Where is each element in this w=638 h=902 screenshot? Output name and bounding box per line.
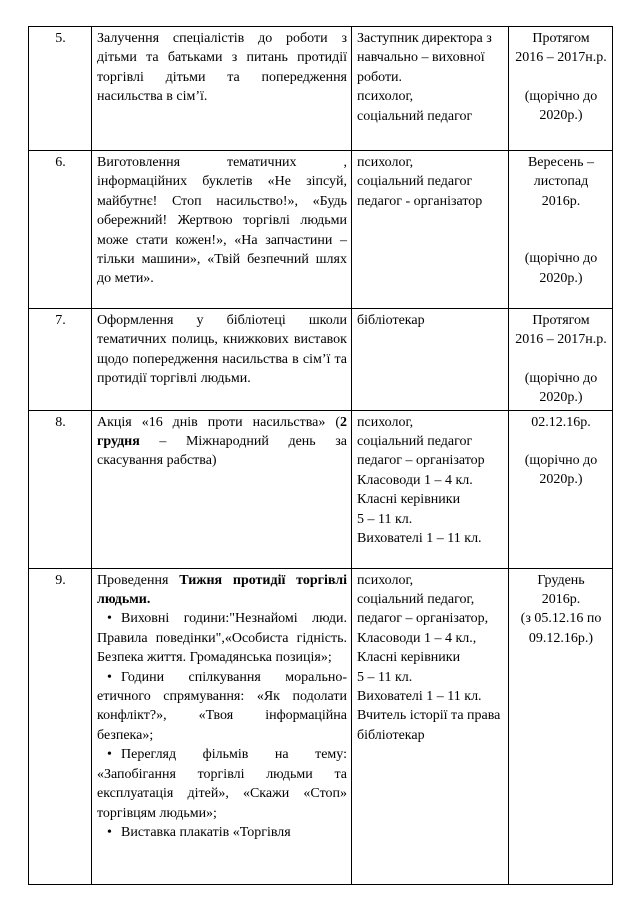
responsible-line: 5 – 11 кл. <box>357 669 413 685</box>
term-line: 2016р. <box>541 592 581 608</box>
row-number: 7. <box>29 309 92 411</box>
term-line: 2016р. <box>541 193 581 209</box>
bullet-icon: • <box>107 611 112 627</box>
term-cell <box>509 151 613 309</box>
activity-text: Виховні години:"Незнайомі люди. Правила поведінки",«Особиста гідність. Безпека життя. Громадянська позиція»; <box>97 611 347 666</box>
description-date-bold: 2 грудня <box>97 414 347 450</box>
term-line: (з 05.12.16 по <box>520 611 602 627</box>
term-line: 2020р.) <box>539 472 583 488</box>
list-item <box>97 745 347 823</box>
activities-list <box>97 609 347 842</box>
responsible-cell <box>352 568 509 884</box>
week-intro <box>97 571 347 610</box>
responsible-line: психолог, <box>357 89 414 105</box>
bullet-icon: • <box>107 747 112 763</box>
term-line: 02.12.16р. <box>531 414 591 430</box>
table-row <box>29 27 613 151</box>
list-item <box>97 668 347 746</box>
responsible-line: 5 – 11 кл. <box>357 511 413 527</box>
term-line: Протягом <box>532 31 590 46</box>
description-text: Акція «16 днів проти насильства» ( <box>97 414 340 430</box>
responsible-line: Класоводи 1 – 4 кл., <box>357 630 477 646</box>
responsible-cell <box>352 27 509 151</box>
responsible-cell <box>352 151 509 309</box>
activity-description: Виготовлення тематичних , інформаційних буклетів «Не зіпсуй, майбутнє! Стоп насильство!», «Будь обережний! Жертвою торгівлі людьми може стати кожен!», «На запчастини – тільки машини», «Твій безпечний шлях до мети». <box>92 151 352 309</box>
term-line: листопад <box>533 174 589 190</box>
term-line: (щорічно до <box>524 370 598 386</box>
activity-description: Оформлення у бібліотеці школи тематичних полиць, книжкових виставок щодо попередження насильства в сім’ї та протидії торгівлі людьми. <box>92 309 352 411</box>
responsible-line: педагог - організатор <box>357 193 483 209</box>
responsible-line: педагог – організатор, <box>357 611 489 627</box>
term-line: (щорічно до <box>524 453 598 469</box>
term-line: 2020р.) <box>539 390 583 406</box>
bullet-icon: • <box>107 824 112 840</box>
responsible-line: Класоводи 1 – 4 кл. <box>357 472 473 488</box>
activity-text: Виставка плакатів «Торгівля <box>121 824 291 840</box>
row-number: 6. <box>29 151 92 309</box>
activity-plan-table <box>28 26 613 885</box>
term-line: 2016 – 2017н.р. <box>515 332 607 348</box>
term-cell <box>509 27 613 151</box>
responsible-line: Вчитель історії та права <box>357 708 501 724</box>
responsible-line: психолог, <box>357 155 414 170</box>
responsible-cell <box>352 309 509 411</box>
responsible-cell <box>352 410 509 568</box>
table-row <box>29 568 613 884</box>
responsible-line: соціальний педагог <box>357 434 473 450</box>
list-item <box>97 823 347 842</box>
activity-text: Перегляд фільмів на тему: «Запобігання торгівлі людьми та експлуатація дітей», «Скажи «Стоп» торгівцям людьми»; <box>97 747 347 821</box>
responsible-line: психолог, <box>357 572 414 588</box>
table-row <box>29 410 613 568</box>
responsible-line: бібліотекар <box>357 727 425 743</box>
term-line: 2016 – 2017н.р. <box>515 50 607 66</box>
term-line: (щорічно до <box>524 88 598 104</box>
list-item <box>97 609 347 667</box>
responsible-line: Вихователі 1 – 11 кл. <box>357 689 482 705</box>
term-line: 09.12.16р.) <box>528 630 594 646</box>
activity-text: Години спілкування морально-етичного спрямування: «Як подолати конфлікт?», «Твоя інформаційна безпека»; <box>97 669 347 743</box>
activity-description <box>92 568 352 884</box>
responsible-line: Класні керівники <box>357 492 461 508</box>
responsible-line: соціальний педагог <box>357 108 473 124</box>
term-cell <box>509 568 613 884</box>
row-number: 5. <box>29 27 92 151</box>
table-row <box>29 151 613 309</box>
responsible-line: Заступник директора з навчально – виховної роботи. <box>357 31 492 85</box>
term-line: 2020р.) <box>539 270 583 286</box>
responsible-line: психолог, <box>357 414 414 430</box>
term-cell <box>509 410 613 568</box>
row-number: 9. <box>29 568 92 884</box>
row-number: 8. <box>29 410 92 568</box>
responsible-line: Вихователі 1 – 11 кл. <box>357 531 482 547</box>
term-cell <box>509 309 613 411</box>
term-line: Грудень <box>537 572 585 588</box>
table-row <box>29 309 613 411</box>
description-text: – Міжнародний день за скасування рабства) <box>97 434 347 469</box>
term-line: (щорічно до <box>524 251 598 267</box>
term-line: 2020р.) <box>539 108 583 124</box>
responsible-line: педагог – організатор <box>357 453 485 469</box>
responsible-line: соціальний педагог <box>357 174 473 190</box>
responsible-line: соціальний педагог, <box>357 592 475 608</box>
intro-text: Проведення <box>97 572 180 588</box>
term-line: Протягом <box>532 313 590 328</box>
intro-title-bold: Тижня протидії торгівлі людьми. <box>97 572 347 608</box>
bullet-icon: • <box>107 669 112 685</box>
term-line: Вересень – <box>527 155 595 170</box>
responsible-line: Класні керівники <box>357 650 461 666</box>
responsible-line: бібліотекар <box>357 313 425 328</box>
activity-description: Залучення спеціалістів до роботи з дітьми та батьками з питань протидії торгівлі дітьми та попередження насильства в сім’ї. <box>92 27 352 151</box>
activity-description <box>92 410 352 568</box>
